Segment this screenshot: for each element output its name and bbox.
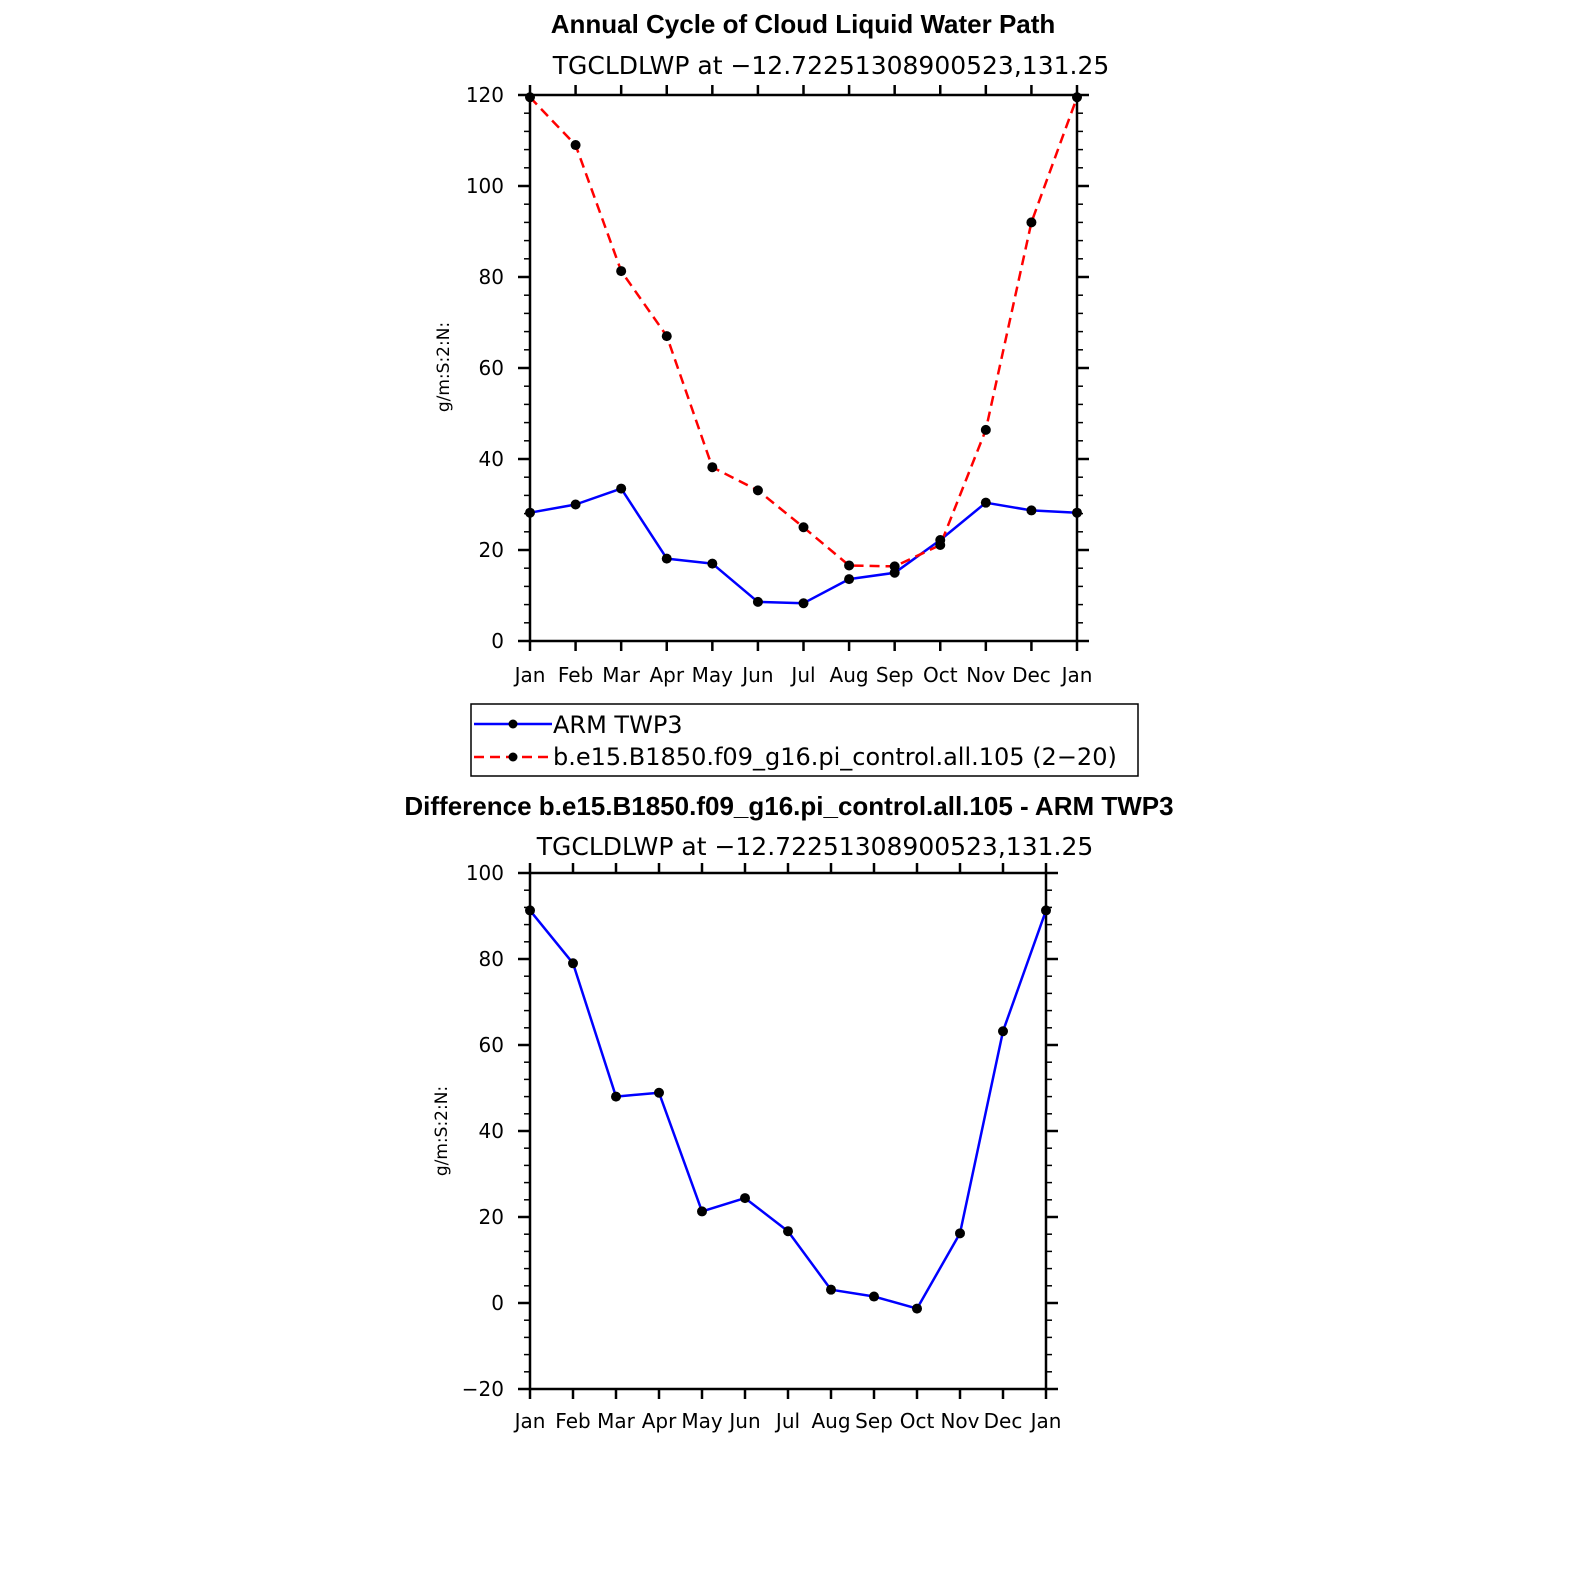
data-point [753,597,763,607]
y-tick-label: −20 [461,1377,504,1401]
x-tick-label: Dec [983,1409,1023,1433]
data-point [981,425,991,435]
x-tick-label: Nov [966,663,1006,687]
data-point [571,500,581,510]
annual-cycle-panel [434,9,1138,776]
y-tick-label: 100 [465,861,504,885]
series-line-0 [530,910,1046,1308]
data-point [707,559,717,569]
data-point [799,598,809,608]
data-point [616,484,626,494]
y-tick-label: 100 [465,174,504,198]
y-tick-label: 40 [478,447,504,471]
data-point [654,1088,664,1098]
x-tick-label: Feb [557,663,594,687]
y-tick-label: 20 [478,538,504,562]
series-layer [525,905,1051,1313]
y-tick-label: 60 [478,1033,504,1057]
data-point [616,266,626,276]
data-point [783,1226,793,1236]
data-point [740,1193,750,1203]
x-tick-label: May [691,663,734,687]
x-tick-label: Oct [899,1409,935,1433]
axes [466,83,1093,687]
series-line-0 [530,489,1077,604]
x-tick-label: Jun [729,1409,761,1433]
legend-marker-model [509,753,518,762]
x-tick-label: Sep [875,663,914,687]
data-point [912,1304,922,1314]
x-tick-label: Jul [775,1409,801,1433]
data-point [525,92,535,102]
x-tick-label: Feb [555,1409,591,1433]
data-point [1026,505,1036,515]
data-point [1072,92,1082,102]
x-tick-label: Dec [1012,663,1051,687]
y-tick-label: 0 [491,1291,504,1315]
y-tick-label: 0 [491,629,504,653]
x-tick-label: Apr [641,1409,677,1433]
legend-label-arm: ARM TWP3 [553,711,683,739]
axes [462,861,1062,1433]
y-tick-label: 80 [478,265,504,289]
plot-frame [530,873,1046,1389]
data-point [611,1092,621,1102]
data-point [568,958,578,968]
data-point [697,1206,707,1216]
plot-frame [530,95,1077,641]
x-tick-label: Oct [922,663,958,687]
data-point [753,485,763,495]
x-tick-label: Jan [1030,1409,1062,1433]
chart-title: Annual Cycle of Cloud Liquid Water Path [550,9,1056,39]
x-tick-label: Mar [597,1409,635,1433]
chart-title: Difference b.e15.B1850.f09_g16.pi_control.all.105 - ARM TWP3 [404,791,1174,821]
legend [471,704,1138,776]
y-axis-label: g/m:S:2:N: [432,1085,452,1177]
data-point [935,540,945,550]
legend-marker-arm [509,720,518,729]
y-tick-label: 80 [478,947,504,971]
data-point [844,574,854,584]
data-point [799,522,809,532]
data-point [981,498,991,508]
x-tick-label: Nov [940,1409,980,1433]
data-point [662,331,672,341]
data-point [707,462,717,472]
x-tick-label: Aug [829,663,869,687]
data-point [844,560,854,570]
x-tick-label: Jun [742,663,774,687]
data-point [955,1228,965,1238]
x-tick-label: Apr [649,663,685,687]
y-tick-label: 60 [478,356,504,380]
x-tick-label: Jan [514,663,546,687]
x-tick-label: Aug [811,1409,851,1433]
difference-panel [404,791,1173,1433]
y-tick-label: 20 [478,1205,504,1229]
chart-subtitle: TGCLDLWP at −12.72251308900523,131.25 [552,51,1110,80]
y-axis-label: g/m:S:2:N: [434,321,454,413]
data-point [1041,905,1051,915]
x-tick-label: Jul [791,663,816,687]
x-tick-label: May [681,1409,723,1433]
data-point [890,561,900,571]
y-tick-label: 120 [465,83,504,107]
x-tick-label: Mar [602,663,641,687]
data-point [525,508,535,518]
data-point [998,1026,1008,1036]
series-layer [525,92,1082,608]
data-point [869,1292,879,1302]
data-point [1072,508,1082,518]
data-point [826,1285,836,1295]
data-point [1026,217,1036,227]
series-line-1 [530,97,1077,566]
x-tick-label: Jan [1061,663,1093,687]
chart-subtitle: TGCLDLWP at −12.72251308900523,131.25 [536,832,1094,861]
y-tick-label: 40 [478,1119,504,1143]
data-point [662,554,672,564]
legend-label-model: b.e15.B1850.f09_g16.pi_control.all.105 (2−20) [553,743,1117,771]
data-point [525,905,535,915]
x-tick-label: Jan [514,1409,546,1433]
data-point [571,140,581,150]
x-tick-label: Sep [855,1409,893,1433]
